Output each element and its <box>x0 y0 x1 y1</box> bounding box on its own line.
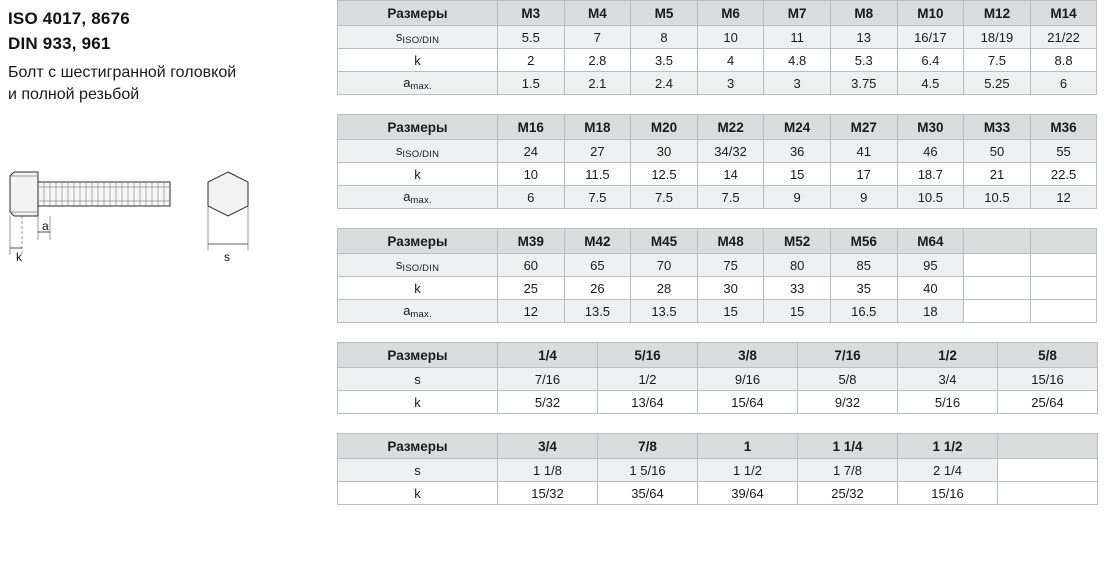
table-cell: 6 <box>498 186 565 209</box>
table-cell: 7.5 <box>564 186 631 209</box>
table-cell: 65 <box>564 254 631 277</box>
row-label-k: k <box>338 482 498 505</box>
table-cell: 60 <box>498 254 565 277</box>
table-cell: 2.4 <box>631 72 698 95</box>
table-row <box>338 277 1097 300</box>
table-cell: 28 <box>631 277 698 300</box>
table-header-cell: M52 <box>764 229 831 254</box>
table-header-cell: Размеры <box>338 434 498 459</box>
table-header-cell: M36 <box>1030 115 1097 140</box>
table-cell: 55 <box>1030 140 1097 163</box>
table-cell: 10 <box>697 26 764 49</box>
table-cell: 16/17 <box>897 26 964 49</box>
table-cell: 3/4 <box>898 368 998 391</box>
table-row <box>338 72 1097 95</box>
table-row <box>338 459 1098 482</box>
table-cell: 39/64 <box>698 482 798 505</box>
bolt-head-side <box>10 172 38 216</box>
table-header-cell: M42 <box>564 229 631 254</box>
table-cell: 15/64 <box>698 391 798 414</box>
table-cell: 12 <box>1030 186 1097 209</box>
table-cell: 9/32 <box>798 391 898 414</box>
table-header-cell: M56 <box>830 229 897 254</box>
table-cell: 11 <box>764 26 831 49</box>
table-header-cell: M6 <box>697 1 764 26</box>
table-cell-empty <box>1030 300 1097 323</box>
table-header-cell: M12 <box>964 1 1031 26</box>
table-header-cell: 5/16 <box>598 343 698 368</box>
table-cell: 4 <box>697 49 764 72</box>
table-cell-empty <box>964 254 1031 277</box>
table-header-cell-empty <box>1030 229 1097 254</box>
table-header-cell: M7 <box>764 1 831 26</box>
dimension-table-metric-2 <box>337 114 1097 209</box>
table-header-cell: 5/8 <box>998 343 1098 368</box>
table-cell: 9 <box>764 186 831 209</box>
table-cell: 12.5 <box>631 163 698 186</box>
table-header-row <box>338 343 1098 368</box>
table-cell: 1 1/8 <box>498 459 598 482</box>
dimension-label-a: a <box>42 219 49 233</box>
table-cell: 7 <box>564 26 631 49</box>
table-cell: 5/32 <box>498 391 598 414</box>
table-cell: 15 <box>697 300 764 323</box>
table-cell: 22.5 <box>1030 163 1097 186</box>
table-cell: 7.5 <box>631 186 698 209</box>
table-cell: 13.5 <box>564 300 631 323</box>
table-cell: 18 <box>897 300 964 323</box>
table-cell: 4.8 <box>764 49 831 72</box>
product-description-line-2: и полной резьбой <box>8 86 140 103</box>
table-cell: 7/16 <box>498 368 598 391</box>
table-row <box>338 49 1097 72</box>
table-cell-empty <box>964 300 1031 323</box>
table-header-cell: 1/2 <box>898 343 998 368</box>
table-cell: 70 <box>631 254 698 277</box>
row-label-k: k <box>338 49 498 72</box>
table-cell: 12 <box>498 300 565 323</box>
row-label-s-iso-din: $s_{ISO/DIN}$ <box>338 26 498 49</box>
table-header-cell: 1 1/2 <box>898 434 998 459</box>
table-header-cell: M3 <box>498 1 565 26</box>
table-header-cell-empty <box>964 229 1031 254</box>
table-header-cell: M45 <box>631 229 698 254</box>
table-header-cell-empty <box>998 434 1098 459</box>
table-cell: 14 <box>697 163 764 186</box>
table-cell: 11.5 <box>564 163 631 186</box>
table-header-cell: Размеры <box>338 115 498 140</box>
table-header-cell: 3/8 <box>698 343 798 368</box>
table-cell: 34/32 <box>697 140 764 163</box>
table-cell: 5.3 <box>830 49 897 72</box>
table-header-cell: M27 <box>830 115 897 140</box>
table-header-cell: M14 <box>1030 1 1097 26</box>
table-cell: 1 5/16 <box>598 459 698 482</box>
table-header-cell: M33 <box>964 115 1031 140</box>
table-cell-empty <box>998 459 1098 482</box>
table-header-cell: M8 <box>830 1 897 26</box>
dimension-table-inch-1 <box>337 342 1098 414</box>
row-label-s: s <box>338 368 498 391</box>
table-cell: 5.25 <box>964 72 1031 95</box>
dimension-label-k: k <box>16 250 22 264</box>
dimension-label-s: s <box>224 250 230 264</box>
row-label-a-max: $a_{max.}$ <box>338 300 498 323</box>
table-cell: 46 <box>897 140 964 163</box>
table-cell: 8.8 <box>1030 49 1097 72</box>
table-cell: 13.5 <box>631 300 698 323</box>
table-header-cell: 7/8 <box>598 434 698 459</box>
table-row <box>338 368 1098 391</box>
table-header-cell: M64 <box>897 229 964 254</box>
table-cell: 35/64 <box>598 482 698 505</box>
table-header-row <box>338 434 1098 459</box>
table-cell: 35 <box>830 277 897 300</box>
table-cell-empty <box>1030 254 1097 277</box>
table-cell: 7.5 <box>964 49 1031 72</box>
row-label-k: k <box>338 277 498 300</box>
table-row <box>338 163 1097 186</box>
dimension-table-metric-3 <box>337 228 1097 323</box>
table-cell-empty <box>964 277 1031 300</box>
product-description-line-1: Болт с шестигранной головкой <box>8 64 237 81</box>
dimension-table-metric-1 <box>337 0 1097 95</box>
bolt-drawing-svg <box>0 160 320 270</box>
table-cell: 10.5 <box>897 186 964 209</box>
dimension-table-inch-2 <box>337 433 1098 505</box>
table-cell: 2 <box>498 49 565 72</box>
table-header-row <box>338 115 1097 140</box>
table-header-cell: M16 <box>498 115 565 140</box>
row-label-k: k <box>338 391 498 414</box>
table-cell: 1 1/2 <box>698 459 798 482</box>
table-cell: 10.5 <box>964 186 1031 209</box>
standard-info-block <box>8 6 328 106</box>
table-cell: 4.5 <box>897 72 964 95</box>
table-cell: 6.4 <box>897 49 964 72</box>
table-cell: 9/16 <box>698 368 798 391</box>
table-cell-empty <box>998 482 1098 505</box>
table-cell: 17 <box>830 163 897 186</box>
table-cell: 3 <box>697 72 764 95</box>
table-cell: 40 <box>897 277 964 300</box>
table-cell: 30 <box>697 277 764 300</box>
bolt-head-hex <box>208 172 248 216</box>
table-row <box>338 482 1098 505</box>
table-cell: 15/16 <box>898 482 998 505</box>
table-cell: 15 <box>764 300 831 323</box>
table-cell: 3.5 <box>631 49 698 72</box>
table-cell: 15/16 <box>998 368 1098 391</box>
table-header-cell: 7/16 <box>798 343 898 368</box>
table-cell: 5.5 <box>498 26 565 49</box>
table-cell: 36 <box>764 140 831 163</box>
table-cell: 18.7 <box>897 163 964 186</box>
table-row <box>338 254 1097 277</box>
table-header-cell: Размеры <box>338 343 498 368</box>
table-header-cell: M20 <box>631 115 698 140</box>
table-cell: 3 <box>764 72 831 95</box>
table-row <box>338 140 1097 163</box>
table-cell: 13 <box>830 26 897 49</box>
table-header-cell: M18 <box>564 115 631 140</box>
table-cell: 8 <box>631 26 698 49</box>
standard-line-iso: ISO 4017, 8676 <box>8 9 130 28</box>
row-label-a-max: $a_{max.}$ <box>338 186 498 209</box>
table-row <box>338 300 1097 323</box>
row-label-k: k <box>338 163 498 186</box>
table-cell: 95 <box>897 254 964 277</box>
table-row <box>338 186 1097 209</box>
table-cell: 1/2 <box>598 368 698 391</box>
table-row <box>338 26 1097 49</box>
table-header-cell: M39 <box>498 229 565 254</box>
table-cell: 5/8 <box>798 368 898 391</box>
table-cell: 1 7/8 <box>798 459 898 482</box>
dimension-tables <box>337 0 1097 524</box>
table-cell: 24 <box>498 140 565 163</box>
table-cell: 2.8 <box>564 49 631 72</box>
table-cell: 25/32 <box>798 482 898 505</box>
table-cell: 15/32 <box>498 482 598 505</box>
table-cell: 27 <box>564 140 631 163</box>
table-header-cell: 1/4 <box>498 343 598 368</box>
table-header-row <box>338 229 1097 254</box>
table-header-cell: 1 1/4 <box>798 434 898 459</box>
table-cell: 10 <box>498 163 565 186</box>
table-cell: 25/64 <box>998 391 1098 414</box>
table-cell: 2.1 <box>564 72 631 95</box>
table-header-cell: M10 <box>897 1 964 26</box>
table-cell: 75 <box>697 254 764 277</box>
table-header-cell: M48 <box>697 229 764 254</box>
table-cell: 41 <box>830 140 897 163</box>
table-header-cell: M30 <box>897 115 964 140</box>
table-cell: 25 <box>498 277 565 300</box>
table-cell: 18/19 <box>964 26 1031 49</box>
row-label-s-iso-din: $s_{ISO/DIN}$ <box>338 140 498 163</box>
table-cell: 85 <box>830 254 897 277</box>
table-cell: 7.5 <box>697 186 764 209</box>
standard-line-din: DIN 933, 961 <box>8 34 111 53</box>
table-cell: 3.75 <box>830 72 897 95</box>
table-cell: 21 <box>964 163 1031 186</box>
row-label-s-iso-din: $s_{ISO/DIN}$ <box>338 254 498 277</box>
table-cell: 2 1/4 <box>898 459 998 482</box>
table-cell: 80 <box>764 254 831 277</box>
row-label-a-max: $a_{max.}$ <box>338 72 498 95</box>
table-cell: 50 <box>964 140 1031 163</box>
table-header-cell: M4 <box>564 1 631 26</box>
table-header-row <box>338 1 1097 26</box>
table-header-cell: M22 <box>697 115 764 140</box>
table-header-cell: 3/4 <box>498 434 598 459</box>
bolt-technical-drawing <box>0 160 320 270</box>
table-header-cell: Размеры <box>338 1 498 26</box>
table-header-cell: M5 <box>631 1 698 26</box>
table-row <box>338 391 1098 414</box>
table-cell: 33 <box>764 277 831 300</box>
table-cell: 1.5 <box>498 72 565 95</box>
row-label-s: s <box>338 459 498 482</box>
table-cell: 26 <box>564 277 631 300</box>
table-cell: 6 <box>1030 72 1097 95</box>
table-cell: 9 <box>830 186 897 209</box>
table-cell: 16.5 <box>830 300 897 323</box>
table-header-cell: 1 <box>698 434 798 459</box>
table-header-cell: Размеры <box>338 229 498 254</box>
table-cell: 30 <box>631 140 698 163</box>
table-cell: 15 <box>764 163 831 186</box>
table-cell: 21/22 <box>1030 26 1097 49</box>
table-cell: 5/16 <box>898 391 998 414</box>
table-cell-empty <box>1030 277 1097 300</box>
table-header-cell: M24 <box>764 115 831 140</box>
table-cell: 13/64 <box>598 391 698 414</box>
